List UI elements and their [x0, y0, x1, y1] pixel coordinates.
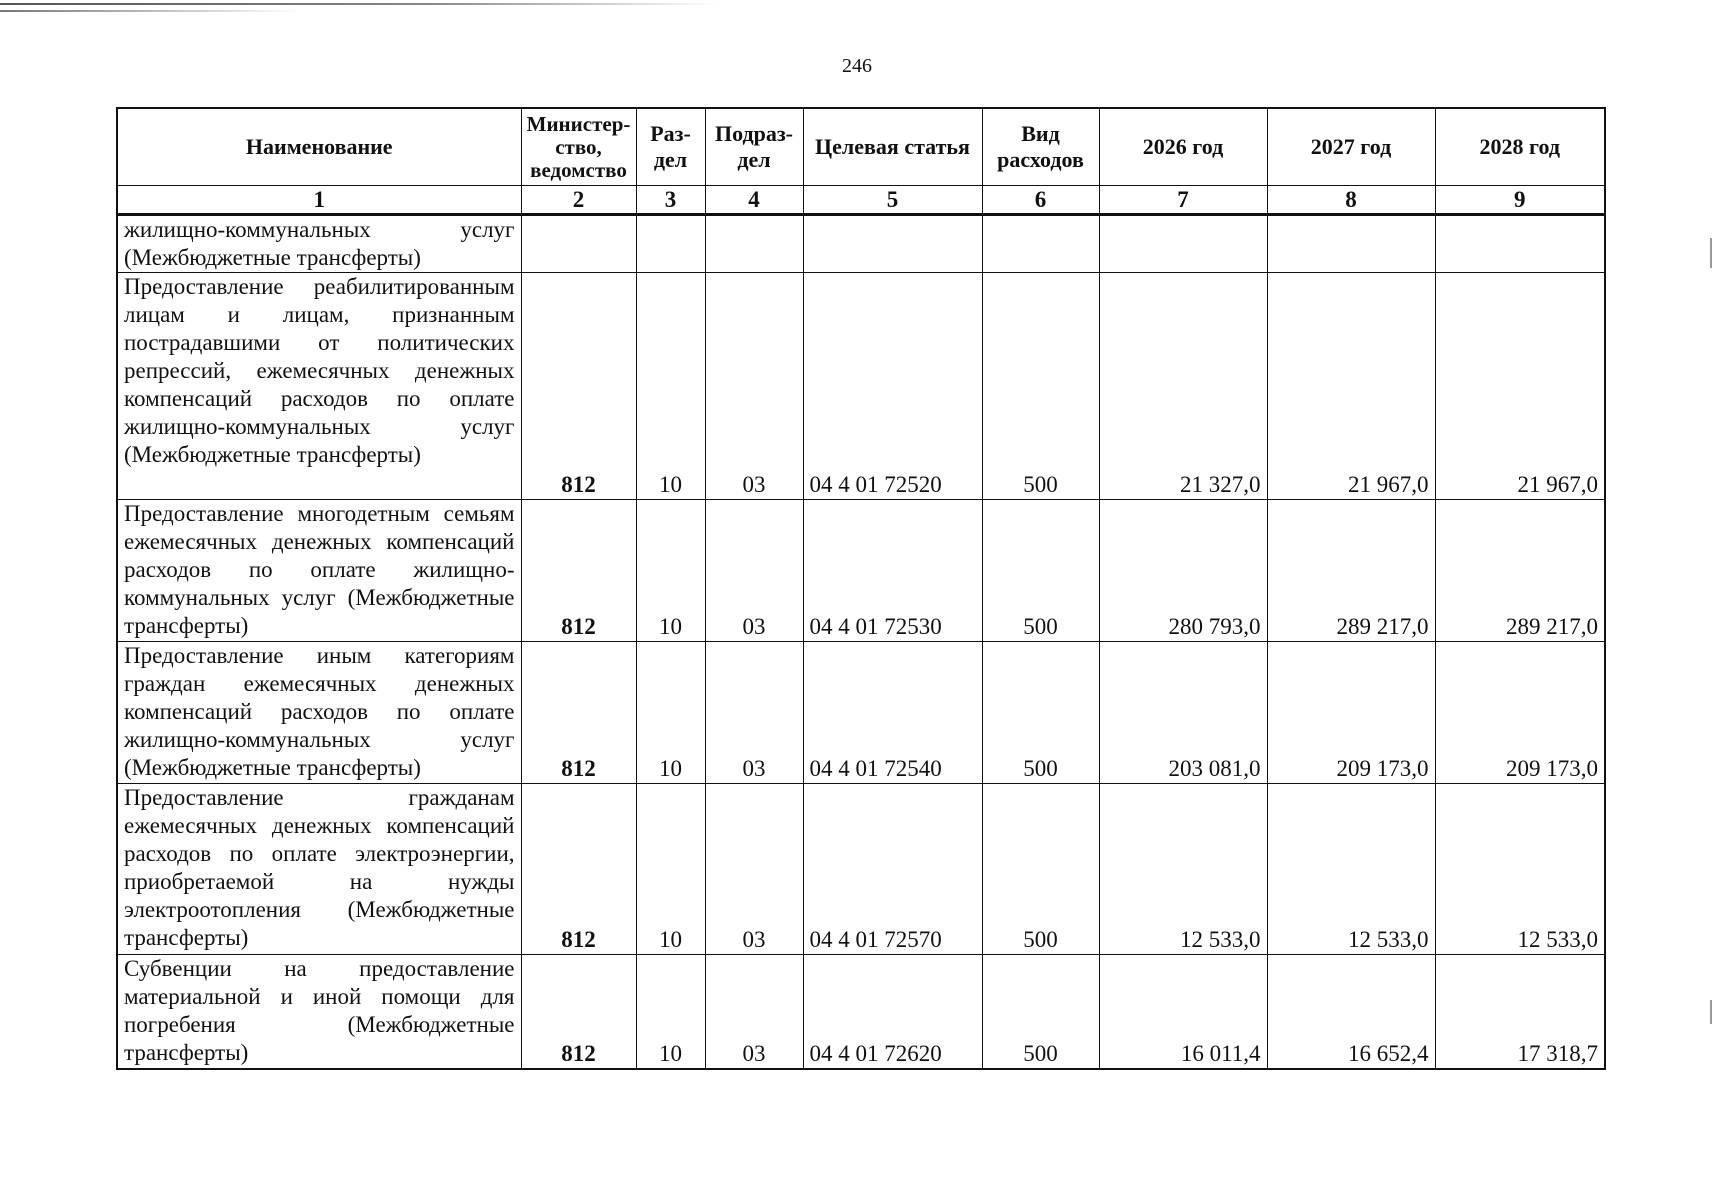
scan-edge-mark: [1710, 238, 1712, 268]
table-row: [117, 500, 1605, 642]
row-target: 04 4 01 72540: [803, 642, 982, 784]
header-expense-type: Вид расходов: [982, 108, 1099, 186]
row-2028: 12 533,0: [1435, 784, 1605, 955]
row-subsection: 03: [705, 500, 803, 642]
row-target: 04 4 01 72520: [803, 273, 982, 500]
row-target: [803, 215, 982, 273]
row-2026: 21 327,0: [1099, 273, 1267, 500]
scan-artifact-line: [0, 10, 300, 12]
row-2026: 12 533,0: [1099, 784, 1267, 955]
row-section: 10: [636, 784, 705, 955]
row-target: 04 4 01 72570: [803, 784, 982, 955]
row-ministry: [521, 215, 636, 273]
header-2027: 2027 год: [1267, 108, 1435, 186]
row-section: 10: [636, 955, 705, 1070]
row-subsection: 03: [705, 955, 803, 1070]
table-row: [117, 784, 1605, 955]
row-2028: 21 967,0: [1435, 273, 1605, 500]
row-expense-type: [982, 215, 1099, 273]
row-name: Предоставление многодетным семьям ежемесячных денежных компенсаций расходов по оплате жилищно-коммунальных услуг (Межбюджетные трансферты): [117, 500, 521, 642]
table-row: [117, 273, 1605, 500]
column-number: 2: [521, 186, 636, 215]
column-number-row: [117, 186, 1605, 215]
row-target: 04 4 01 72530: [803, 500, 982, 642]
row-name: Предоставление реабилитированным лицам и лицам, признанным пострадавшими от политических репрессий, ежемесячных денежных компенсаций расходов по оплате жилищно-коммунальных услуг (Межбюджетные трансферты): [117, 273, 521, 500]
row-expense-type: 500: [982, 273, 1099, 500]
header-name: Наименование: [117, 108, 521, 186]
table-row: [117, 642, 1605, 784]
column-number: 5: [803, 186, 982, 215]
column-number: 6: [982, 186, 1099, 215]
table-row: [117, 215, 1605, 273]
column-number: 3: [636, 186, 705, 215]
row-name: Предоставление иным категориям граждан ежемесячных денежных компенсаций расходов по оплате жилищно-коммунальных услуг (Межбюджетные трансферты): [117, 642, 521, 784]
header-target: Целевая статья: [803, 108, 982, 186]
row-2027: [1267, 215, 1435, 273]
row-ministry: 812: [521, 500, 636, 642]
row-subsection: 03: [705, 273, 803, 500]
page-number: 246: [842, 55, 872, 77]
row-2026: 203 081,0: [1099, 642, 1267, 784]
header-2028: 2028 год: [1435, 108, 1605, 186]
row-2028: 289 217,0: [1435, 500, 1605, 642]
row-ministry: 812: [521, 784, 636, 955]
row-2027: 12 533,0: [1267, 784, 1435, 955]
row-name: Предоставление гражданам ежемесячных денежных компенсаций расходов по оплате электроэнергии, приобретаемой на нужды электроотопления (Межбюджетные трансферты): [117, 784, 521, 955]
row-subsection: 03: [705, 784, 803, 955]
row-name: жилищно-коммунальных услуг (Межбюджетные трансферты): [117, 215, 521, 273]
row-2028: [1435, 215, 1605, 273]
row-2027: 21 967,0: [1267, 273, 1435, 500]
row-2027: 16 652,4: [1267, 955, 1435, 1070]
table-row: [117, 955, 1605, 1070]
header-row: [117, 108, 1605, 186]
row-subsection: [705, 215, 803, 273]
budget-table: [116, 107, 1606, 1070]
header-2026: 2026 год: [1099, 108, 1267, 186]
row-target: 04 4 01 72620: [803, 955, 982, 1070]
scan-artifact-line: [0, 3, 720, 5]
row-expense-type: 500: [982, 642, 1099, 784]
row-2027: 209 173,0: [1267, 642, 1435, 784]
row-2028: 209 173,0: [1435, 642, 1605, 784]
column-number: 4: [705, 186, 803, 215]
row-expense-type: 500: [982, 784, 1099, 955]
header-subsection: Подраз-дел: [705, 108, 803, 186]
row-expense-type: 500: [982, 500, 1099, 642]
row-2027: 289 217,0: [1267, 500, 1435, 642]
row-2026: [1099, 215, 1267, 273]
header-section: Раз-дел: [636, 108, 705, 186]
row-section: 10: [636, 500, 705, 642]
row-name: Субвенции на предоставление материальной и иной помощи для погребения (Межбюджетные трансферты): [117, 955, 521, 1070]
column-number: 8: [1267, 186, 1435, 215]
row-2026: 16 011,4: [1099, 955, 1267, 1070]
row-section: [636, 215, 705, 273]
row-subsection: 03: [705, 642, 803, 784]
row-section: 10: [636, 642, 705, 784]
row-ministry: 812: [521, 642, 636, 784]
row-expense-type: 500: [982, 955, 1099, 1070]
row-2026: 280 793,0: [1099, 500, 1267, 642]
scan-edge-mark: [1710, 1000, 1712, 1024]
column-number: 1: [117, 186, 521, 215]
row-section: 10: [636, 273, 705, 500]
header-ministry: Министер-ство, ведомство: [521, 108, 636, 186]
row-ministry: 812: [521, 273, 636, 500]
column-number: 9: [1435, 186, 1605, 215]
row-2028: 17 318,7: [1435, 955, 1605, 1070]
column-number: 7: [1099, 186, 1267, 215]
row-ministry: 812: [521, 955, 636, 1070]
